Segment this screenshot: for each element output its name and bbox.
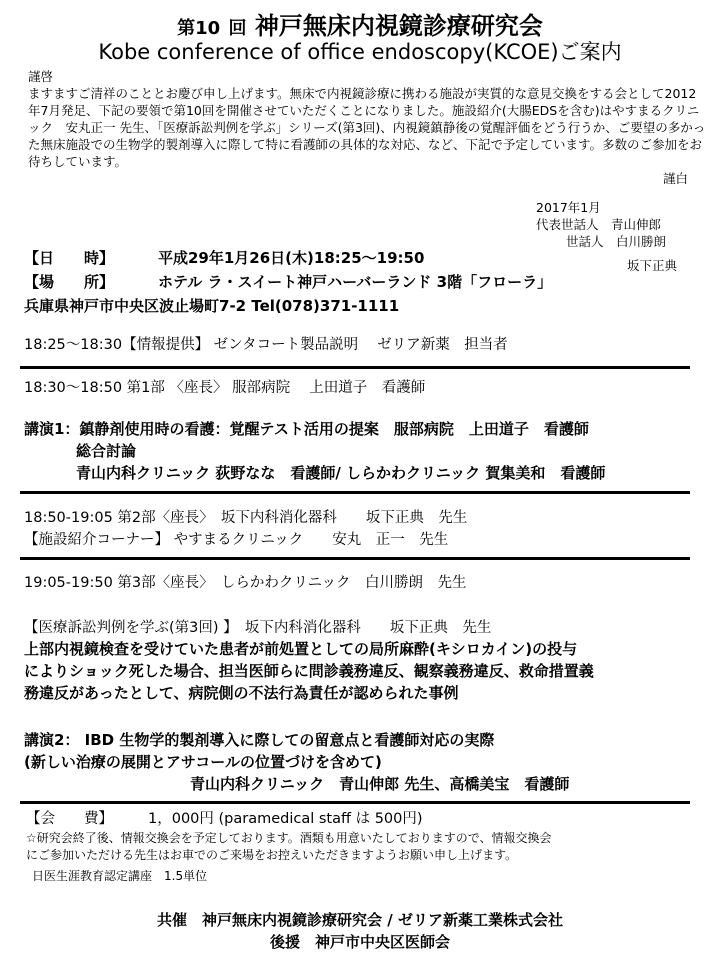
rep-label: 代表世話人 <box>536 217 599 232</box>
case-line3: 務違反があったとして、病院側の不法行為責任が認められた事例 <box>24 684 459 702</box>
part1-header: 18:30～18:50 第1部 〈座長〉 服部病院 上田道子 看護師 <box>24 380 426 396</box>
greeting-body: ますますご清祥のこととお慶び申し上げます。無床で内視鏡診療に携わる施設が実質的な意見交換をする会として2012年7月発足、下記の要領で第10回を開催させていただくことになりました。施設紹介(大腸EDSを含む)はやすまるクリニック 安丸正一 先生、「医療訴訟判例を学ぶ」シリーズ(第3回)、内視鏡鎮静後の覚醒評価をどう行うか、ご要望の多かった無床施設での生物学的製剤導入に際して特に看護師の具体的な対応、など、下記で予定しています。多数のご参加をお待ちしています。 <box>28 86 706 169</box>
part1-discussion: 総合討論 <box>76 442 137 460</box>
info-session: 18:25～18:30【情報提供】 ゼンタコート製品説明 ゼリア新薬 担当者 <box>24 337 508 353</box>
part2-corner: 【施設紹介コーナー】 やすまるクリニック 安丸 正一 先生 <box>24 532 449 548</box>
lecture2-speakers: 青山内科クリニック 青山伸郎 先生、高橋美宝 看護師 <box>190 775 570 793</box>
title-unit: 回 <box>228 18 247 39</box>
greeting-block <box>28 68 708 187</box>
case-line1: 上部内視鏡検査を受けていた患者が前処置としての局所麻酔(キシロカイン)の投与 <box>24 640 578 658</box>
lecture2-line1: 講演2： IBD 生物学的製剤導入に際しての留意点と看護師対応の実際 <box>24 731 495 749</box>
footer-cohost: 共催 神戸無床内視鏡診療研究会 / ゼリア新薬工業株式会社 <box>157 911 563 929</box>
date-label: 【日 時】 <box>24 249 115 267</box>
lecture2-line2: (新しい治療の展開とアサコールの位置づけを含めて) <box>24 753 382 771</box>
page-subtitle: Kobe conference of office endoscopy(KCOE)ご案内 <box>98 40 622 64</box>
case-line2: によりショック死した場合、担当医師らに問診義務違反、観察義務違反、救命措置義 <box>24 662 594 680</box>
rep-name: 青山伸郎 <box>611 217 662 232</box>
fee-label: 【会 費】 <box>26 811 113 827</box>
organizers-rep <box>536 216 661 233</box>
divider <box>20 366 690 369</box>
organizers-date: 2017年1月 <box>536 200 601 215</box>
greeting-open: 謹啓 <box>28 69 54 84</box>
case-title: 【医療訴訟判例を学ぶ(第3回) 】 坂下内科消化器科 坂下正典 先生 <box>24 620 492 636</box>
address: 兵庫県神戸市中央区波止場町7-2 Tel(078)371-1111 <box>24 297 400 315</box>
divider <box>20 557 690 560</box>
sec-name1: 白川勝朗 <box>616 234 667 249</box>
fee-note1: ☆研究会終了後、情報交換会を予定しております。酒類も用意いたしておりますので、情報交換会 <box>26 831 552 845</box>
part1-lecture: 講演1：鎮静剤使用時の看護：覚醒テスト活用の提案 服部病院 上田道子 看護師 <box>24 420 589 438</box>
part3-header: 19:05-19:50 第3部〈座長〉 しらかわクリニック 白川勝朗 先生 <box>24 575 467 591</box>
title-prefix: 第10 <box>177 18 221 39</box>
divider <box>20 491 690 494</box>
organizers-sec <box>566 233 666 250</box>
part2-header: 18:50-19:05 第2部〈座長〉 坂下内科消化器科 坂下正典 先生 <box>24 510 468 526</box>
fee-value: 1，000円 (paramedical staff は 500円) <box>148 811 423 827</box>
sec-label: 世話人 <box>566 234 604 249</box>
footer-support: 後援 神戸市中央区医師会 <box>269 933 450 951</box>
title-name: 神戸無床内視鏡診療研究会 <box>254 12 543 40</box>
place-label: 【場 所】 <box>24 273 115 291</box>
part1-discussants: 青山内科クリニック 荻野なな 看護師/ しらかわクリニック 賀集美和 看護師 <box>76 464 606 482</box>
organizers-sec-name2: 坂下正典 <box>627 258 678 273</box>
date-value: 平成29年1月26日(木)18:25～19:50 <box>158 249 425 267</box>
divider <box>20 801 690 804</box>
cme-credit: 日医生涯教育認定講座 1.5単位 <box>32 869 208 883</box>
fee-note2: にご参加いただける先生はお車でのご来場をお控えいただきますようお願い申し上げます。 <box>26 848 518 862</box>
greeting-close: 謹白 <box>662 171 688 186</box>
place-value: ホテル ラ・スイート神戸ハーバーランド 3階「フローラ」 <box>158 273 553 291</box>
